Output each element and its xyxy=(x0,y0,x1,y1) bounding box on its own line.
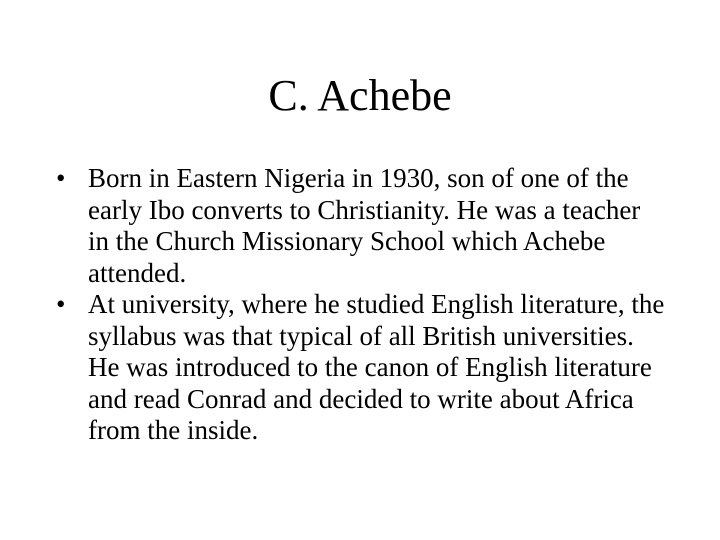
slide-title: C. Achebe xyxy=(268,71,452,120)
bullet-marker: • xyxy=(56,163,66,193)
bullet-text: At university, where he studied English literature, the syllabus was that typical of all British universities. He was introduced to the canon of English literature and read Conrad and decided to write about Africa from the inside. xyxy=(88,289,665,445)
bullet-marker: • xyxy=(56,289,66,319)
bullet-item xyxy=(56,163,666,289)
bullet-list xyxy=(56,163,666,447)
bullet-item xyxy=(56,289,666,447)
bullet-text: Born in Eastern Nigeria in 1930, son of one of the early Ibo converts to Christianity. He was a teacher in the Church Missionary School which Achebe attended. xyxy=(88,163,641,288)
